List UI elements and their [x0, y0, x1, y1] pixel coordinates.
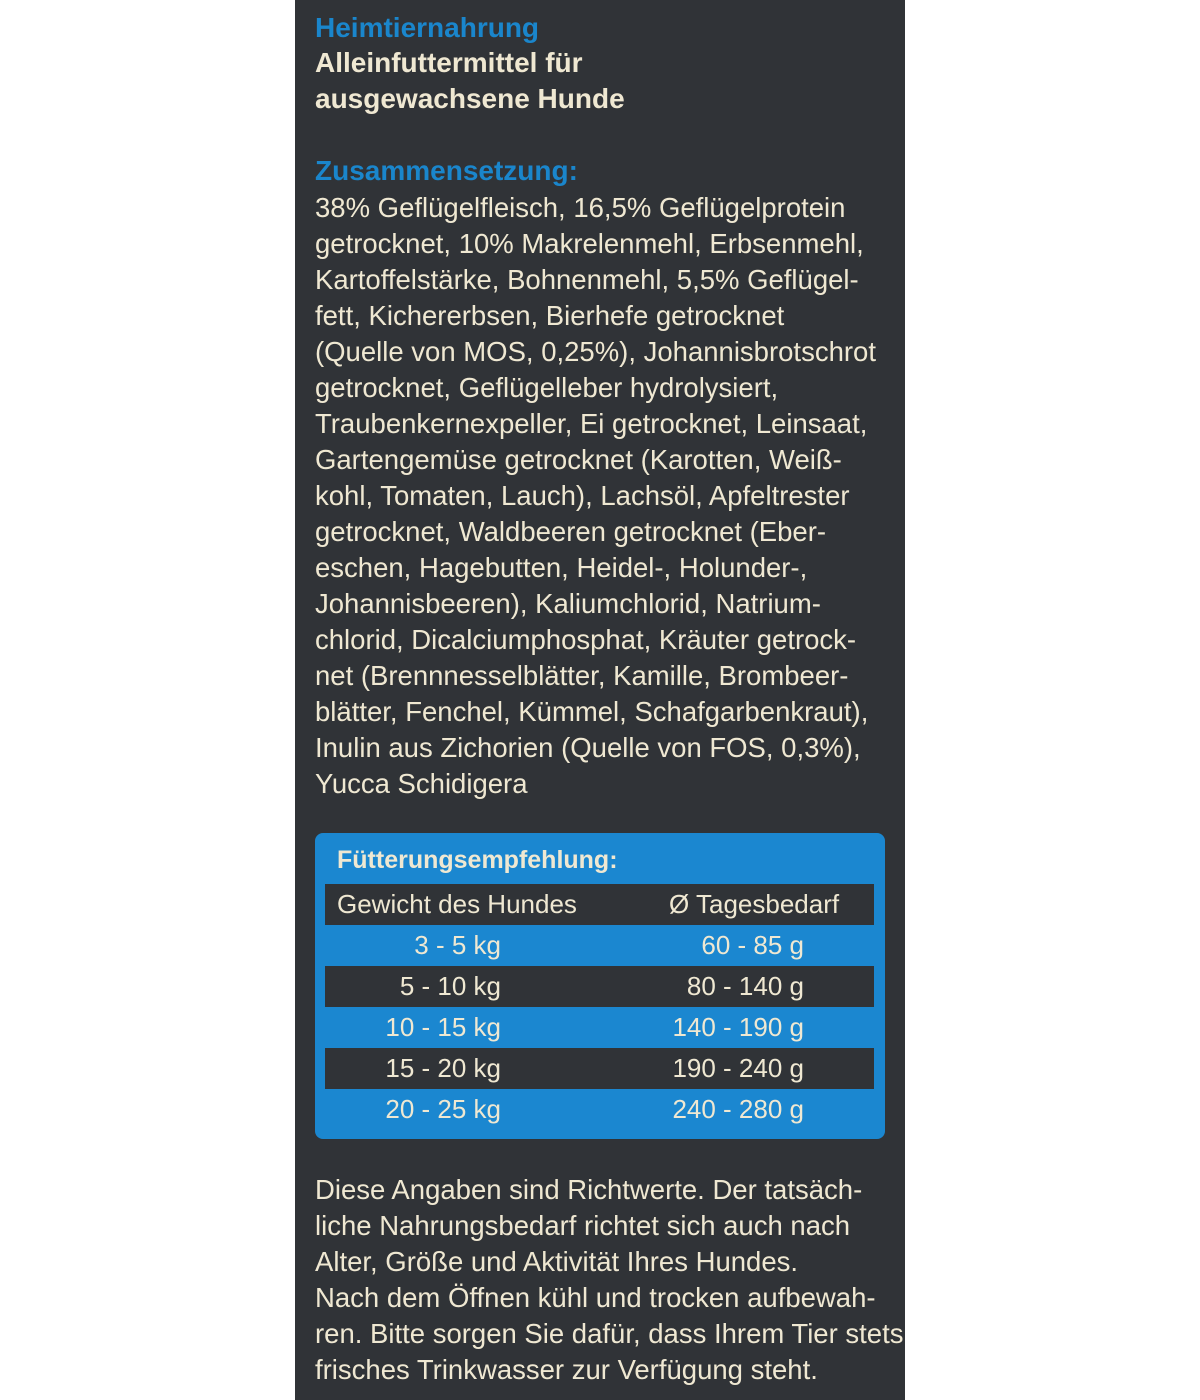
table-row [325, 1089, 874, 1130]
weight-cell: 20 - 25 kg [385, 1094, 501, 1124]
composition-heading: Zusammensetzung: [315, 155, 578, 186]
composition-line: kohl, Tomaten, Lauch), Lachsöl, Apfeltrester [315, 480, 850, 511]
category-heading: Heimtiernahrung [315, 12, 540, 43]
product-type-line: ausgewachsene Hunde [315, 83, 625, 114]
composition-line: Yucca Schidigera [315, 768, 528, 799]
feeding-table-header [325, 884, 874, 925]
composition-line: chlorid, Dicalciumphosphat, Kräuter getrock- [315, 624, 857, 655]
composition-text [315, 190, 876, 802]
composition-line: Johannisbeeren), Kaliumchlorid, Natrium- [315, 588, 821, 619]
note-line: Nach dem Öffnen kühl und trocken aufbewah- [315, 1282, 876, 1313]
note-line: ren. Bitte sorgen Sie dafür, dass Ihrem Tier stets [315, 1318, 904, 1349]
daily-amount-cell: 190 - 240 g [672, 1053, 804, 1083]
composition-line: 38% Geflügelfleisch, 16,5% Geflügelprotein [315, 192, 846, 223]
daily-amount-cell: 240 - 280 g [672, 1094, 804, 1124]
label-panel [295, 0, 905, 1400]
note-line: Diese Angaben sind Richtwerte. Der tatsäch- [315, 1174, 863, 1205]
composition-line: fett, Kichererbsen, Bierhefe getrocknet [315, 300, 785, 331]
table-row [325, 1007, 874, 1048]
composition-line: (Quelle von MOS, 0,25%), Johannisbrotschrot [315, 336, 876, 367]
note-line: liche Nahrungsbedarf richtet sich auch nach [315, 1210, 851, 1241]
column-header-daily: Ø Tagesbedarf [669, 889, 840, 919]
table-row [325, 966, 874, 1007]
composition-line: net (Brennnesselblätter, Kamille, Brombeer- [315, 660, 849, 691]
note-line: Alter, Größe und Aktivität Ihres Hundes. [315, 1246, 799, 1277]
weight-cell: 5 - 10 kg [399, 971, 501, 1001]
table-row [325, 925, 874, 966]
note-line: frisches Trinkwasser zur Verfügung steht. [315, 1354, 818, 1385]
composition-line: getrocknet, Waldbeeren getrocknet (Eber- [315, 516, 827, 547]
weight-cell: 15 - 20 kg [385, 1053, 501, 1083]
feeding-recommendation-box [315, 833, 885, 1139]
daily-amount-cell: 60 - 85 g [701, 930, 804, 960]
storage-note [315, 1172, 903, 1388]
composition-line: Traubenkernexpeller, Ei getrocknet, Leinsaat, [315, 408, 868, 439]
weight-cell: 3 - 5 kg [414, 930, 501, 960]
product-type-line: Alleinfuttermittel für [315, 47, 583, 78]
daily-amount-cell: 140 - 190 g [672, 1012, 804, 1042]
composition-line: Inulin aus Zichorien (Quelle von FOS, 0,3%), [315, 732, 861, 763]
feeding-heading: Fütterungsempfehlung: [337, 846, 618, 874]
column-header-weight: Gewicht des Hundes [337, 889, 577, 919]
composition-line: getrocknet, 10% Makrelenmehl, Erbsenmehl, [315, 228, 864, 259]
daily-amount-cell: 80 - 140 g [686, 971, 804, 1001]
feeding-table [325, 884, 874, 1130]
table-row [325, 1048, 874, 1089]
product-type [315, 45, 625, 117]
composition-line: eschen, Hagebutten, Heidel-, Holunder-, [315, 552, 808, 583]
composition-line: Kartoffelstärke, Bohnenmehl, 5,5% Geflügel- [315, 264, 859, 295]
weight-cell: 10 - 15 kg [385, 1012, 501, 1042]
composition-line: getrocknet, Geflügelleber hydrolysiert, [315, 372, 779, 403]
composition-line: Gartengemüse getrocknet (Karotten, Weiß- [315, 444, 842, 475]
composition-line: blätter, Fenchel, Kümmel, Schafgarbenkraut), [315, 696, 869, 727]
